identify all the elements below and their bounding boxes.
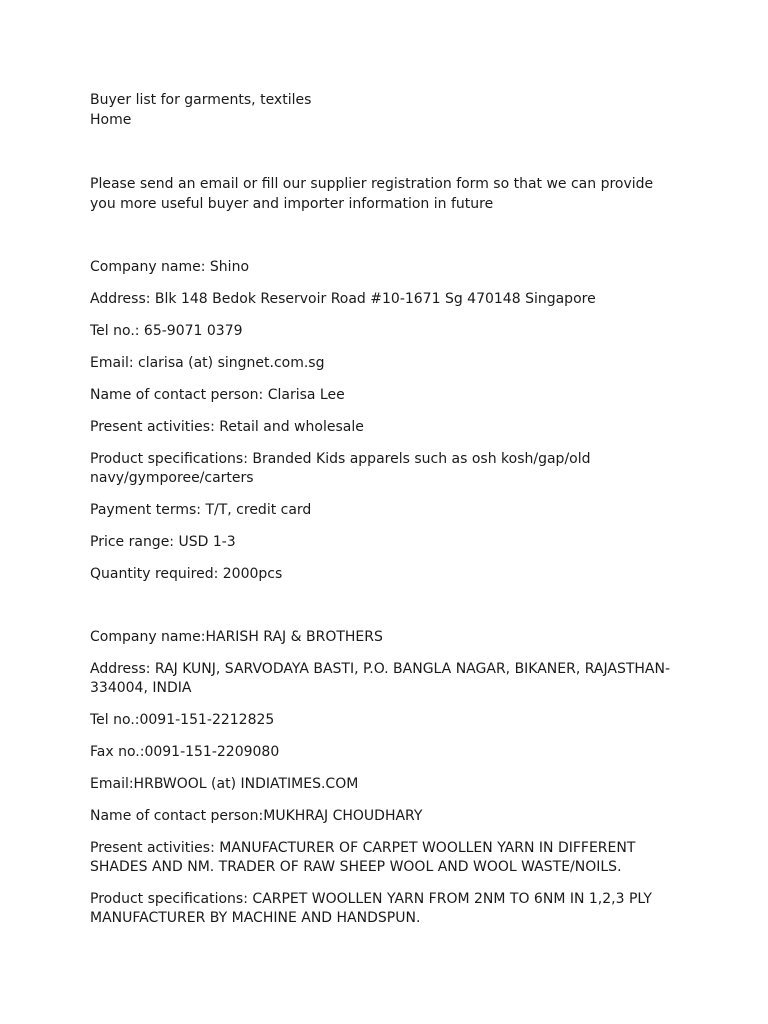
company-contact-person: Name of contact person: Clarisa Lee [90,387,345,403]
company-payment-terms: Payment terms: T/T, credit card [90,502,312,518]
company-email: Email: clarisa (at) singnet.com.sg [90,355,325,371]
company-entry-shino [90,258,680,584]
company-address: Address: Blk 148 Bedok Reservoir Road #10-1671 Sg 470148 Singapore [90,291,596,307]
page-title: Buyer list for garments, textiles [90,92,312,108]
company-price-range: Price range: USD 1-3 [90,534,236,550]
company-fax: Fax no.:0091-151-2209080 [90,744,280,760]
company-tel: Tel no.:0091-151-2212825 [90,712,275,728]
company-activities: Present activities: Retail and wholesale [90,419,364,435]
company-address: Address: RAJ KUNJ, SARVODAYA BASTI, P.O. BANGLA NAGAR, BIKANER, RAJASTHAN-334004, INDIA [90,661,671,696]
company-product-specifications: Product specifications: CARPET WOOLLEN YARN FROM 2NM TO 6NM IN 1,2,3 PLY MANUFACTURER BY MACHINE AND HANDSPUN. [90,891,652,926]
company-email: Email:HRBWOOL (at) INDIATIMES.COM [90,776,359,792]
company-entry-harish-raj [90,628,680,928]
intro-text: Please send an email or fill our supplier registration form so that we can provide you more useful buyer and importer information in future [90,176,654,212]
company-tel: Tel no.: 65-9071 0379 [90,323,243,339]
company-product-specifications: Product specifications: Branded Kids apparels such as osh kosh/gap/old navy/gymporee/carters [90,451,591,486]
intro-paragraph [90,174,680,214]
home-link[interactable]: Home [90,112,132,128]
company-contact-person: Name of contact person:MUKHRAJ CHOUDHARY [90,808,423,824]
company-quantity-required: Quantity required: 2000pcs [90,566,283,582]
company-activities: Present activities: MANUFACTURER OF CARPET WOOLLEN YARN IN DIFFERENT SHADES AND NM. TRADER OF RAW SHEEP WOOL AND WOOL WASTE/NOILS. [90,840,636,875]
company-name: Company name:HARISH RAJ & BROTHERS [90,629,383,645]
document-content [90,90,680,941]
company-name: Company name: Shino [90,259,250,275]
document-header [90,90,680,130]
